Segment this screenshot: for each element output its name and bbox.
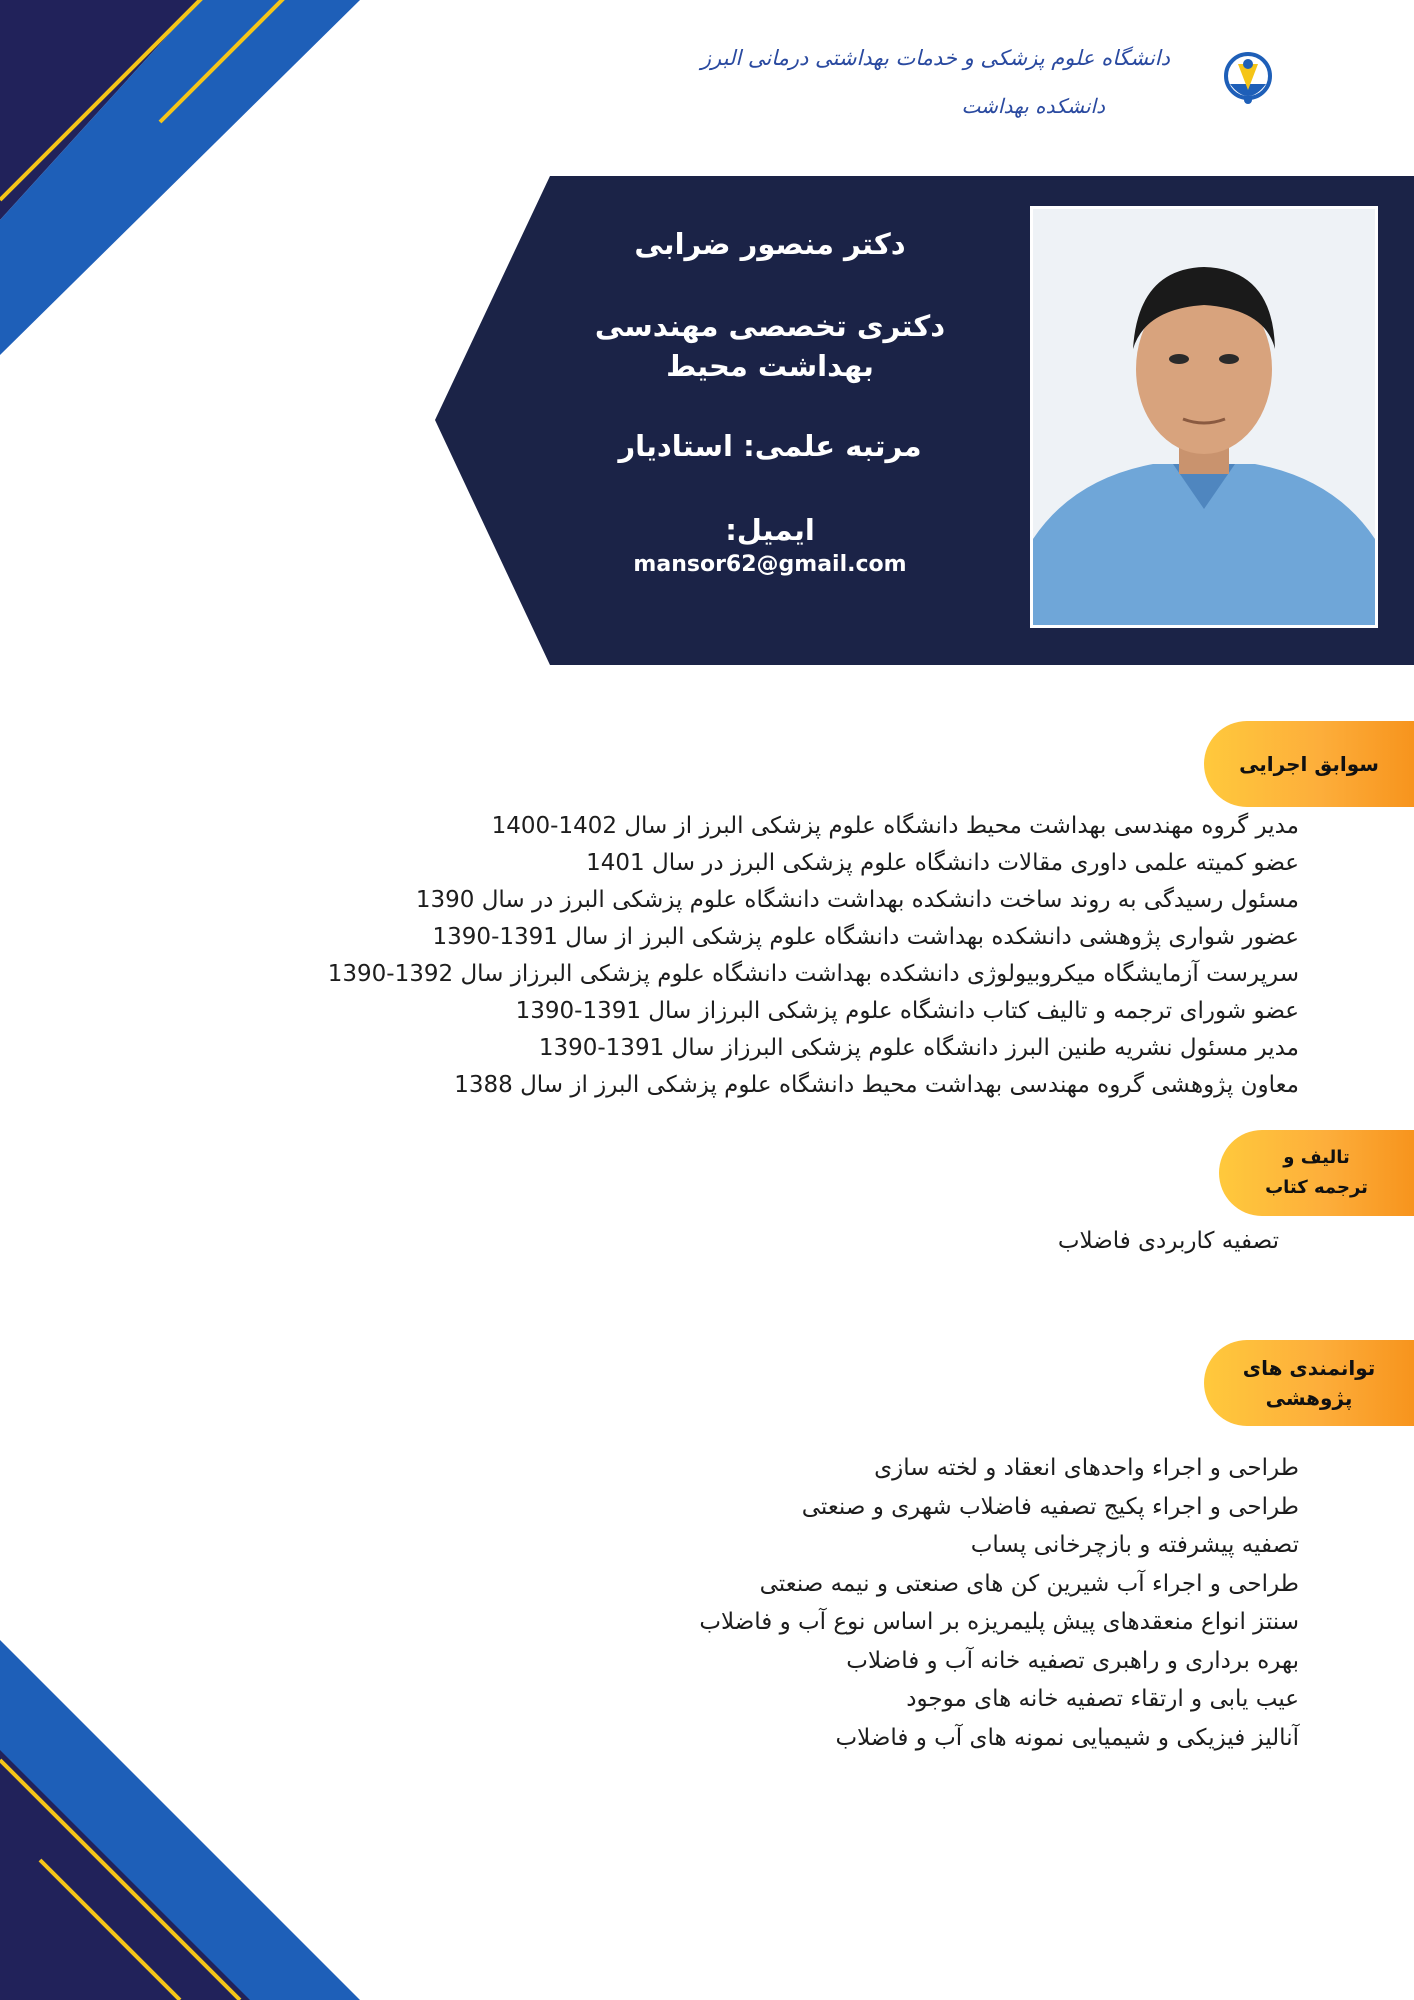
list-item: عیب یابی و ارتقاء تصفیه خانه های موجود bbox=[906, 1686, 1299, 1712]
list-item: تصفیه پیشرفته و بازچرخانی پساب bbox=[970, 1532, 1299, 1558]
list-item: عضو کمیته علمی داوری مقالات دانشگاه علوم پزشکی البرز در سال 1401 bbox=[586, 850, 1299, 876]
email-address[interactable]: mansor62@gmail.com bbox=[633, 552, 907, 577]
list-item: معاون پژوهشی گروه مهندسی بهداشت محیط دانشگاه علوم پزشکی البرز از سال 1388 bbox=[454, 1072, 1299, 1098]
profile-rank: مرتبه علمی: استادیار bbox=[618, 429, 922, 463]
section-title-books-line2: ترجمه کتاب bbox=[1265, 1177, 1368, 1198]
list-item: مدیر گروه مهندسی بهداشت محیط دانشگاه علوم پزشکی البرز از سال 1402-1400 bbox=[491, 813, 1299, 839]
list-item: سنتز انواع منعقدهای پیش پلیمریزه بر اساس نوع آب و فاضلاب bbox=[699, 1609, 1299, 1635]
list-item: بهره برداری و راهبری تصفیه خانه آب و فاضلاب bbox=[846, 1647, 1299, 1674]
profile-degree: دکتری تخصصی مهندسی بهداشت محیط bbox=[594, 309, 946, 383]
section-title-books-line1: تالیف و bbox=[1283, 1147, 1350, 1168]
section-title-executive: سوابق اجرایی bbox=[1239, 752, 1379, 776]
section-title-research-line2: پژوهشی bbox=[1265, 1386, 1353, 1410]
section-tab-research bbox=[1204, 1340, 1414, 1426]
list-item: مسئول رسیدگی به روند ساخت دانشکده بهداشت دانشگاه علوم پزشکی البرز در سال 1390 bbox=[415, 887, 1299, 913]
university-name: دانشگاه علوم پزشکی و خدمات بهداشتی درمانی البرز bbox=[700, 46, 1170, 70]
list-item: آنالیز فیزیکی و شیمیایی نمونه های آب و فاضلاب bbox=[835, 1724, 1299, 1751]
section-tab-books bbox=[1219, 1130, 1414, 1216]
list-item: طراحی و اجراء واحدهای انعقاد و لخته سازی bbox=[874, 1455, 1299, 1481]
profile-name: دکتر منصور ضرابی bbox=[634, 227, 906, 261]
books-list bbox=[1058, 1222, 1279, 1260]
research-list bbox=[699, 1449, 1299, 1757]
list-item: تصفیه کاربردی فاضلاب bbox=[1057, 1228, 1279, 1254]
executive-list bbox=[328, 808, 1299, 1104]
section-title-research-line1: توانمندی های bbox=[1242, 1356, 1376, 1380]
list-item: مدیر مسئول نشریه طنین البرز دانشگاه علوم پزشکی البرزاز سال 1391-1390 bbox=[538, 1035, 1299, 1061]
profile-photo bbox=[1030, 206, 1378, 628]
list-item: طراحی و اجراء آب شیرین کن های صنعتی و نیمه صنعتی bbox=[759, 1570, 1299, 1597]
portrait-photo bbox=[1033, 209, 1375, 625]
list-item: عضو شورای ترجمه و تالیف کتاب دانشگاه علوم پزشکی البرزاز سال 1391-1390 bbox=[515, 998, 1299, 1024]
bottom-left-decoration bbox=[0, 1640, 380, 2000]
list-item: عضور شواری پژوهشی دانشکده بهداشت دانشگاه علوم پزشکی البرز از سال 1391-1390 bbox=[432, 924, 1299, 950]
list-item: سرپرست آزمایشگاه میکروبیولوژی دانشکده بهداشت دانشگاه علوم پزشکی البرزاز سال 1392-1390 bbox=[327, 961, 1299, 987]
email-label: ایمیل: bbox=[725, 513, 815, 547]
profile-info bbox=[560, 222, 980, 580]
list-item: طراحی و اجراء پکیج تصفیه فاضلاب شهری و صنعتی bbox=[801, 1493, 1299, 1520]
faculty-name: دانشکده بهداشت bbox=[961, 94, 1105, 118]
section-tab-executive bbox=[1204, 721, 1414, 807]
